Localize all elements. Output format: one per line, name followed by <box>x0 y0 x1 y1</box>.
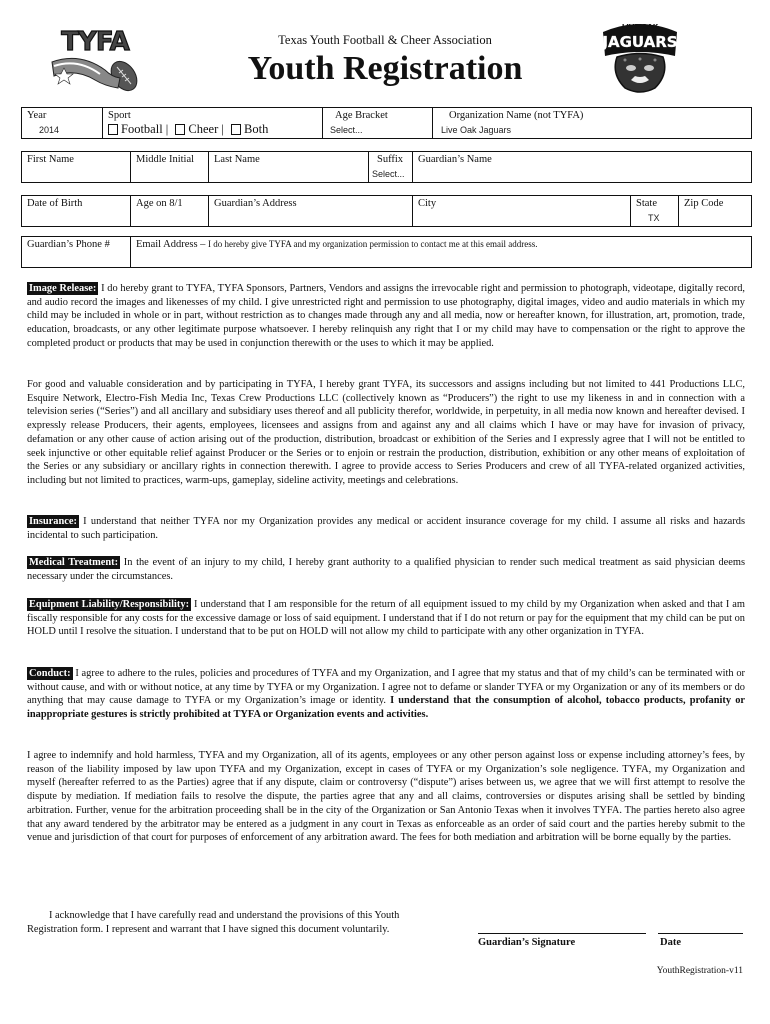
cheer-option: Cheer | <box>188 122 224 136</box>
age-on-cell[interactable] <box>130 196 208 226</box>
dob-cell[interactable] <box>22 196 130 226</box>
date-line[interactable] <box>658 933 743 934</box>
email-label: Email Address – <box>136 239 206 250</box>
insurance-text: I understand that neither TYFA nor my Organization provides any medical or accident insurance coverage for my child. I assume all risks and hazards incidental to such participation. <box>27 516 745 541</box>
guardian-phone-cell[interactable] <box>22 237 130 267</box>
middle-initial-label: Middle Initial <box>136 154 195 165</box>
conduct-paragraph <box>27 667 745 722</box>
suffix-label: Suffix <box>377 154 404 165</box>
guardian-name-cell[interactable] <box>412 152 751 182</box>
age-on-label: Age on 8/1 <box>136 198 183 209</box>
equipment-paragraph <box>27 598 745 639</box>
insurance-paragraph <box>27 515 745 542</box>
image-release-heading: Image Release: <box>29 283 97 294</box>
jaguars-logo-top: LIVE OAK <box>621 23 659 31</box>
zip-cell[interactable] <box>678 196 751 226</box>
guardian-phone-label: Guardian’s Phone # <box>27 239 110 250</box>
conduct-heading: Conduct: <box>29 668 71 679</box>
first-name-cell[interactable] <box>22 152 130 182</box>
form-row-name <box>21 151 752 183</box>
image-release-paragraph <box>27 282 745 351</box>
tyfa-logo-text: TYFA <box>61 27 129 57</box>
last-name-label: Last Name <box>214 154 260 165</box>
equipment-text: I understand that I am responsible for the return of all equipment issued to my child by my Organization when asked and that I am fiscally responsible for any costs for the excessive damage or loss of said equipment. I understand that if I do not return or pay for the equipment that my child can be put on HOLD until I resolve the situation. I understand that to be put on HOLD will not allow my child to participate with any other organization in TYFA. <box>27 599 746 638</box>
state-cell[interactable] <box>630 196 678 226</box>
sport-label: Sport <box>108 110 131 121</box>
year-label: Year <box>27 110 47 121</box>
jaguars-logo-main: JAGUARS <box>602 33 678 51</box>
both-checkbox[interactable] <box>231 124 241 135</box>
image-release-text: I do hereby grant to TYFA, TYFA Sponsors, Partners, Vendors and assigns the irrevocable right and permission to photograph, videotape, digitally record, and audio record the images and likenesses of my child. I give unrestricted right and permission to use photography, digital images, video and audio materials in which my child may be included in whole or in part, without restriction as to changes made through any and all media, now or hereafter known, for illustration, art, promotion, trade, education, broadcasts, or any other legitimate purpose whatsoever. I hereby relinquish any right that I or my child may have to compensation or the right to approve the completed product or products that may be used in conjunction therewith or the uses to which it may be applied. <box>27 283 745 349</box>
insurance-heading: Insurance: <box>29 516 77 527</box>
page-title: Youth Registration <box>247 50 523 87</box>
guardian-name-label: Guardian’s Name <box>418 154 492 165</box>
org-name-cell[interactable] <box>432 108 751 138</box>
form-row-year-sport <box>21 107 752 139</box>
city-label: City <box>418 198 437 209</box>
age-bracket-cell[interactable] <box>322 108 432 138</box>
guardian-address-label: Guardian’s Address <box>214 198 297 209</box>
org-name-label: Organization Name (not TYFA) <box>449 110 584 121</box>
last-name-cell[interactable] <box>208 152 368 182</box>
age-bracket-label: Age Bracket <box>335 110 388 121</box>
dob-label: Date of Birth <box>27 198 83 209</box>
association-name: Texas Youth Football & Cheer Association <box>278 33 492 47</box>
equipment-heading: Equipment Liability/Responsibility: <box>29 599 190 610</box>
zip-label: Zip Code <box>684 198 724 209</box>
medical-paragraph <box>27 556 745 583</box>
consideration-paragraph: For good and valuable consideration and by participating in TYFA, I hereby grant TYFA, its successors and assigns including but not limited to 441 Productions LLC, Esquire Network, Electro-Fish Media Inc, Texas Crew Productions LLC (collectively known as “Producers”) the right to use my likeness in and in connection with a television series (“Series”) and all ancillary and subsidiary uses thereof and all publicity therefor, worldwide, in perpetuity, in all media now known and hereafter devised. I expressly release Producers, their agents, employees, licensees and assigns from and against any and all claims which I have or may have for invasion of privacy, defamation or any other cause of action arising out of the production, distribution, broadcast or exhibition of the Series and I expressly agree that I will not be entitled to seek injunctive or other equitable relief against Producer or the Series or to enjoin or restrain the production, distribution, exhibition or any other means of exploitation of the Series or any subsidiary or ancillary rights in connection therewith. I agree to provide access to Series Producers and crew of all TYFA-related organized activities, including but not limited to practices, warm-ups, gameplay, sideline activity, meetings and celebrations. <box>27 379 745 486</box>
year-value[interactable]: 2014 <box>39 125 60 135</box>
form-row-contact <box>21 236 752 268</box>
email-note: I do hereby give TYFA and my organization permission to contact me at this email address. <box>208 239 538 249</box>
middle-initial-cell[interactable] <box>130 152 208 182</box>
guardian-signature-line[interactable] <box>478 933 646 934</box>
indemnify-paragraph: I agree to indemnify and hold harmless, TYFA and my Organization, all of its agents, employees or any other person against loss or expense including attorney’s fees, by reason of the liability imposed by law upon TYFA and my Organization, except in cases of TYFA or my Organization’s sole negligence. TYFA, my Organization and myself (hereafter referred to as the Parties) agree that if any dispute, claim or controversy (“dispute”) arises between us, we agree that we will first attempt to resolve the dispute by mediation. If mediation fails to resolve the dispute, the parties agree that any and all claims, controversies or disputes arising shall be settled by binding arbitration. Further, venue for the arbitration proceeding shall be in the city of the Organization or San Antonio Texas when it involves TYFA. The parties hereto also agree that any award tendered by the arbitrator may be entered as a judgment in any court in Texas as enforceable as an order of said court and the parties hereby submit to the venue and jurisdiction of that court for purposes of enforcement of any arbitration award. The fees for both mediation and arbitration will be borne equally by the parties. <box>27 750 745 844</box>
version-footer: YouthRegistration-v11 <box>656 966 743 976</box>
age-bracket-select[interactable]: Select... <box>330 125 363 135</box>
form-row-address <box>21 195 752 227</box>
football-option: Football | <box>121 122 169 136</box>
year-cell[interactable] <box>22 108 102 138</box>
city-cell[interactable] <box>412 196 630 226</box>
org-name-value[interactable]: Live Oak Jaguars <box>441 125 512 135</box>
medical-text: In the event of an injury to my child, I hereby grant authority to a qualified physician to render such medical treatment as said physician deems necessary under the circumstances. <box>27 557 745 582</box>
acknowledge-text: I acknowledge that I have carefully read and understand the provisions of this Youth Registration form. I represent and warrant that I have signed this document voluntarily. <box>27 910 400 935</box>
suffix-select[interactable]: Select... <box>372 169 405 179</box>
cheer-checkbox[interactable] <box>175 124 185 135</box>
guardian-signature-label: Guardian’s Signature <box>478 937 576 948</box>
date-label: Date <box>660 937 681 948</box>
medical-heading: Medical Treatment: <box>29 557 119 568</box>
email-cell[interactable] <box>130 237 751 267</box>
both-option: Both <box>244 122 269 136</box>
football-checkbox[interactable] <box>108 124 118 135</box>
state-label: State <box>636 198 657 209</box>
suffix-cell[interactable] <box>368 152 412 182</box>
sport-cell <box>102 108 322 138</box>
first-name-label: First Name <box>27 154 74 165</box>
guardian-address-cell[interactable] <box>208 196 412 226</box>
conduct-bold-text: I understand that the consumption of alcohol, tobacco products, profanity or inappropriate gestures is strictly prohibited at TYFA or Organization events and activities. <box>27 695 745 721</box>
conduct-text: I agree to adhere to the rules, policies and procedures of TYFA and my Organization, and I agree that my status and that of my child’s can be terminated with or without cause, and with or without notice, at any time by TYFA or my Organization. I agree not to defame or slander TYFA or my Organization or any of its members or do anything that may cause damage to TYFA or my Organization’s image or identity. <box>27 668 745 707</box>
state-value[interactable]: TX <box>648 213 660 223</box>
